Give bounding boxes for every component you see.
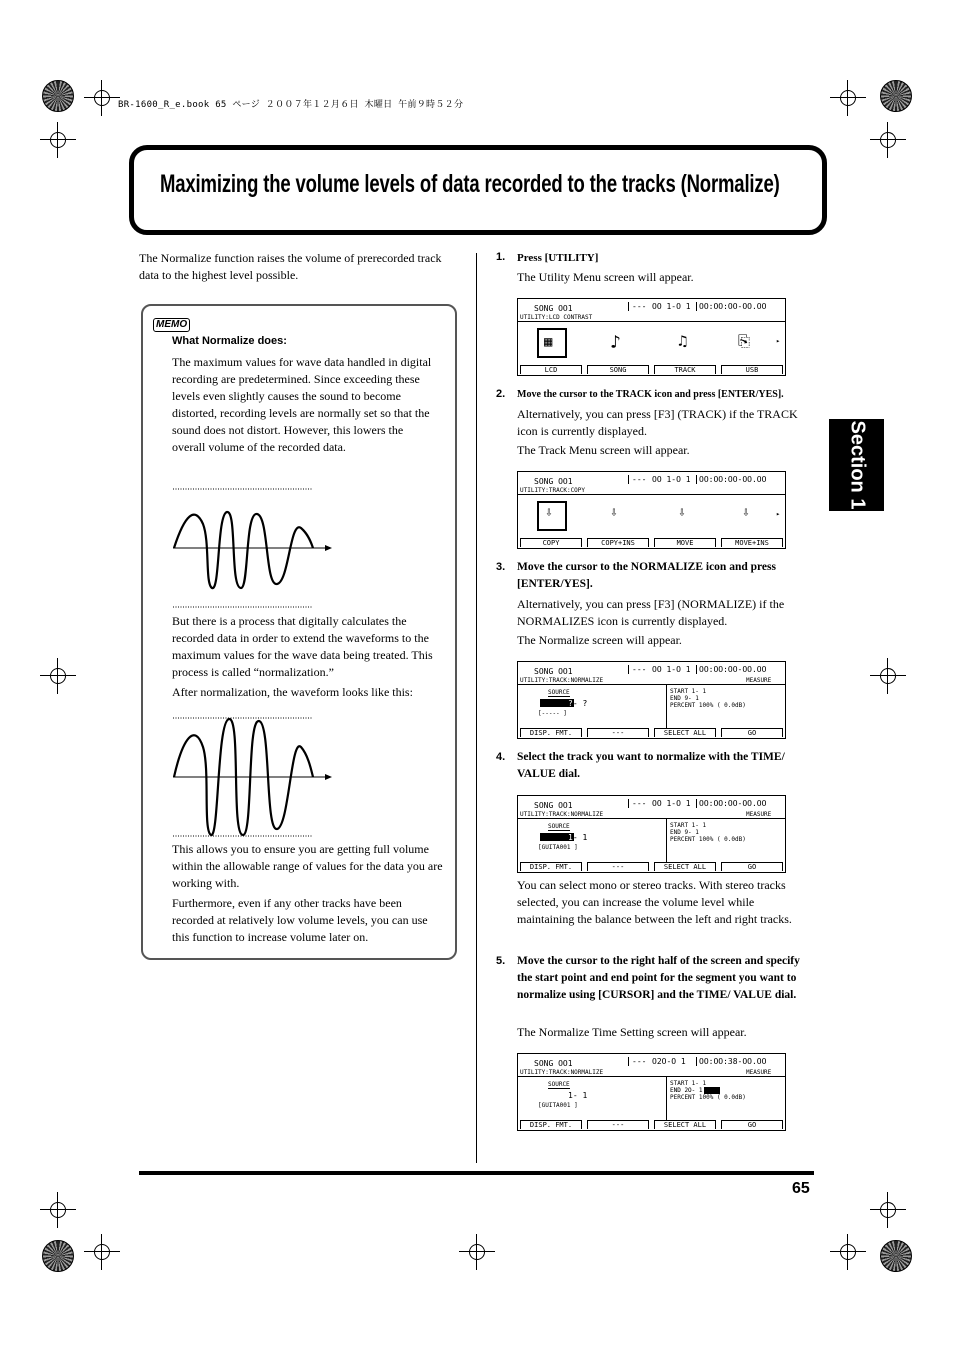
registration-disc — [880, 1240, 912, 1272]
registration-disc — [42, 1240, 74, 1272]
lcd-icon: ▦ — [544, 334, 553, 350]
lcd-counter: --- — [628, 665, 646, 674]
step-note: You can select mono or stereo tracks. With stereo tracks selected, you can increase the volume level while maintaining the balance between the left and right tracks. — [517, 878, 792, 926]
step-note: The Track Menu screen will appear. — [517, 443, 690, 457]
lcd-path: UTILITY:TRACK:NORMALIZE — [520, 677, 604, 684]
lcd-path: UTILITY:LCD CONTRAST — [520, 314, 593, 321]
lcd-timecode: OO:OO:38-OO.OO — [696, 1057, 766, 1066]
crop-mark — [40, 122, 76, 158]
crop-mark — [459, 1234, 495, 1270]
fkey-lcd[interactable]: LCD — [520, 365, 582, 374]
waveform-before — [165, 484, 340, 614]
fkey-select-all[interactable]: SELECT ALL — [654, 862, 716, 871]
memo-heading: What Normalize does: — [172, 335, 287, 347]
start-point[interactable]: START 1- 1 — [670, 822, 707, 829]
fkey-copy[interactable]: COPY — [520, 538, 582, 547]
fkey-go[interactable]: GO — [721, 862, 783, 871]
fkey-select-all[interactable]: SELECT ALL — [654, 728, 716, 737]
step-number: 5. — [496, 955, 506, 967]
lcd-song: SONG OO1 — [534, 1059, 573, 1068]
step-number: 1. — [496, 251, 506, 263]
start-point[interactable]: START 1- 1 — [670, 1080, 707, 1087]
lcd-measure: MEASURE — [746, 677, 772, 684]
fkey-move[interactable]: MOVE — [654, 538, 716, 547]
lcd-counter: --- — [628, 475, 646, 484]
crop-mark — [84, 1234, 120, 1270]
step-number: 4. — [496, 751, 506, 763]
usb-icon: ⎘ — [738, 332, 751, 350]
registration-disc — [42, 80, 74, 112]
memo-paragraph: But there is a process that digitally calculates the recorded data in order to extend the waveforms to the maximum values for the wave data being treated. This process is called “normalization.” — [172, 614, 433, 679]
step-instruction: Select the track you want to normalize with the TIME/ VALUE dial. — [517, 751, 785, 780]
lcd-song: SONG OO1 — [534, 801, 573, 810]
lcd-time: OO 1-O 1 — [652, 799, 691, 808]
step-note: Alternatively, you can press [F3] (TRACK) if the TRACK icon is currently displayed. — [517, 407, 798, 438]
copy-ins-icon: ⇩ — [610, 505, 618, 520]
fkey-disp-fmt[interactable]: DISP. FMT. — [520, 862, 582, 871]
scroll-arrow-icon: ▸ — [776, 337, 781, 345]
lcd-path: UTILITY:TRACK:NORMALIZE — [520, 811, 604, 818]
source-name: [GUITA001 ] — [538, 844, 578, 851]
lcd-timecode: OO:OO:OO-OO.OO — [696, 665, 766, 674]
lcd-song: SONG OO1 — [534, 477, 573, 486]
lcd-time: OO 1-O 1 — [652, 665, 691, 674]
step-instruction: Press [UTILITY] — [517, 252, 599, 264]
source-label: SOURCE — [548, 1081, 570, 1088]
step-note: Alternatively, you can press [F3] (NORMALIZE) if the NORMALIZES icon is currently displayed. — [517, 597, 785, 628]
fkey-go[interactable]: GO — [721, 1120, 783, 1129]
fkey-empty[interactable]: --- — [587, 728, 649, 737]
fkey-move-ins[interactable]: MOVE+INS — [721, 538, 783, 547]
source-label: SOURCE — [548, 689, 570, 696]
note-icon: ♪ — [610, 332, 621, 353]
end-cursor — [704, 1087, 720, 1094]
crop-mark — [870, 658, 906, 694]
lcd-song: SONG OO1 — [534, 667, 573, 676]
step-instruction: Move the cursor to the TRACK icon and press [ENTER/YES]. — [517, 389, 784, 400]
lcd-timecode: OO:OO:OO-OO.OO — [696, 799, 766, 808]
waveform-after — [165, 713, 340, 843]
lcd-time: O2O-O 1 — [652, 1057, 686, 1066]
source-name: [----- ] — [538, 710, 567, 717]
page-number: 65 — [792, 1180, 810, 1197]
lcd-path: UTILITY:TRACK:NORMALIZE — [520, 1069, 604, 1076]
fkey-track[interactable]: TRACK — [654, 365, 716, 374]
end-point[interactable]: END 9- 1 — [670, 695, 699, 702]
lcd-utility-menu — [517, 298, 786, 376]
fkey-disp-fmt[interactable]: DISP. FMT. — [520, 728, 582, 737]
footer-rule — [139, 1171, 814, 1175]
source-label: SOURCE — [548, 823, 570, 830]
lcd-timecode: OO:OO:OO-OO.OO — [696, 302, 766, 311]
source-track[interactable]: 1- 1 — [568, 1091, 588, 1100]
lcd-measure: MEASURE — [746, 1069, 772, 1076]
fkey-select-all[interactable]: SELECT ALL — [654, 1120, 716, 1129]
lcd-normalize — [517, 661, 786, 739]
lcd-timecode: OO:OO:OO-OO.OO — [696, 475, 766, 484]
start-point[interactable]: START 1- 1 — [670, 688, 707, 695]
fkey-empty[interactable]: --- — [587, 1120, 649, 1129]
step-number: 3. — [496, 561, 506, 573]
crop-mark — [870, 122, 906, 158]
move-ins-icon: ⇩ — [742, 505, 750, 520]
percent-value: PERCENT 100% ( 0.0dB) — [670, 1094, 746, 1101]
crop-mark — [40, 658, 76, 694]
intro-text: The Normalize function raises the volume of prerecorded track data to the highest level possible. — [139, 251, 442, 282]
step-note: The Utility Menu screen will appear. — [517, 270, 694, 284]
lcd-track-menu — [517, 471, 786, 549]
lcd-time: OO 1-O 1 — [652, 302, 691, 311]
crop-mark — [84, 80, 120, 116]
page-title: Maximizing the volume levels of data recorded to the tracks (Normalize) — [160, 170, 780, 198]
crop-mark — [830, 80, 866, 116]
step-instruction: Move the cursor to the NORMALIZE icon and press [ENTER/YES]. — [517, 561, 776, 590]
registration-disc — [880, 80, 912, 112]
lcd-counter: --- — [628, 302, 646, 311]
lcd-normalize-time-setting — [517, 1053, 786, 1131]
fkey-usb[interactable]: USB — [721, 365, 783, 374]
lcd-measure: MEASURE — [746, 811, 772, 818]
memo-paragraph: The maximum values for wave data handled in digital recording are predetermined. Since exceeding these levels even slightly causes the sound to become distorted, recording levels are normally set so that the sound does not distort. However, this lowers the overall volume of the recorded data. — [172, 355, 432, 454]
crop-mark — [870, 1192, 906, 1228]
lcd-normalize-track-selected — [517, 795, 786, 873]
print-header: BR-1600_R_e.book 65 ページ ２００７年１２月６日 木曜日 午前９時５２分 — [118, 100, 464, 110]
source-track[interactable]: ?- ? — [568, 699, 588, 708]
source-name: [GUITA001 ] — [538, 1102, 578, 1109]
column-divider — [476, 253, 477, 1163]
memo-paragraph: Furthermore, even if any other tracks have been recorded at relatively low volume levels, you can use this function to increase volume later on. — [172, 896, 428, 944]
percent-value: PERCENT 100% ( 0.0dB) — [670, 702, 746, 709]
percent-value: PERCENT 100% ( 0.0dB) — [670, 836, 746, 843]
end-point[interactable]: END 2O- 1 — [670, 1087, 703, 1094]
step-instruction: Move the cursor to the right half of the screen and specify the start point and end point for the segment you want to normalize using [CURSOR] and the TIME/ VALUE dial. — [517, 955, 800, 1001]
lcd-counter: --- — [628, 1057, 646, 1066]
lcd-time: OO 1-O 1 — [652, 475, 691, 484]
move-icon: ⇩ — [678, 505, 686, 520]
end-point[interactable]: END 9- 1 — [670, 829, 699, 836]
crop-mark — [830, 1234, 866, 1270]
copy-icon: ⇩ — [545, 505, 553, 520]
fkey-go[interactable]: GO — [721, 728, 783, 737]
source-track[interactable]: 1- 1 — [568, 833, 588, 842]
fkey-empty[interactable]: --- — [587, 862, 649, 871]
fkey-copy-ins[interactable]: COPY+INS — [587, 538, 649, 547]
lcd-song: SONG OO1 — [534, 304, 573, 313]
lcd-path: UTILITY:TRACK:COPY — [520, 487, 586, 494]
step-note: The Normalize Time Setting screen will appear. — [517, 1025, 747, 1039]
step-number: 2. — [496, 388, 506, 400]
memo-paragraph: This allows you to ensure you are getting full volume within the allowable range of values for the data you are working with. — [172, 842, 443, 890]
section-tab: Section 1 — [829, 419, 884, 511]
memo-paragraph: After normalization, the waveform looks like this: — [172, 685, 413, 699]
memo-logo: MEMO — [153, 318, 190, 332]
fkey-song[interactable]: SONG — [587, 365, 649, 374]
crop-mark — [40, 1192, 76, 1228]
track-icon: ♫ — [678, 332, 688, 350]
lcd-counter: --- — [628, 799, 646, 808]
fkey-disp-fmt[interactable]: DISP. FMT. — [520, 1120, 582, 1129]
step-note: The Normalize screen will appear. — [517, 633, 682, 647]
scroll-arrow-icon: ▸ — [776, 510, 781, 518]
